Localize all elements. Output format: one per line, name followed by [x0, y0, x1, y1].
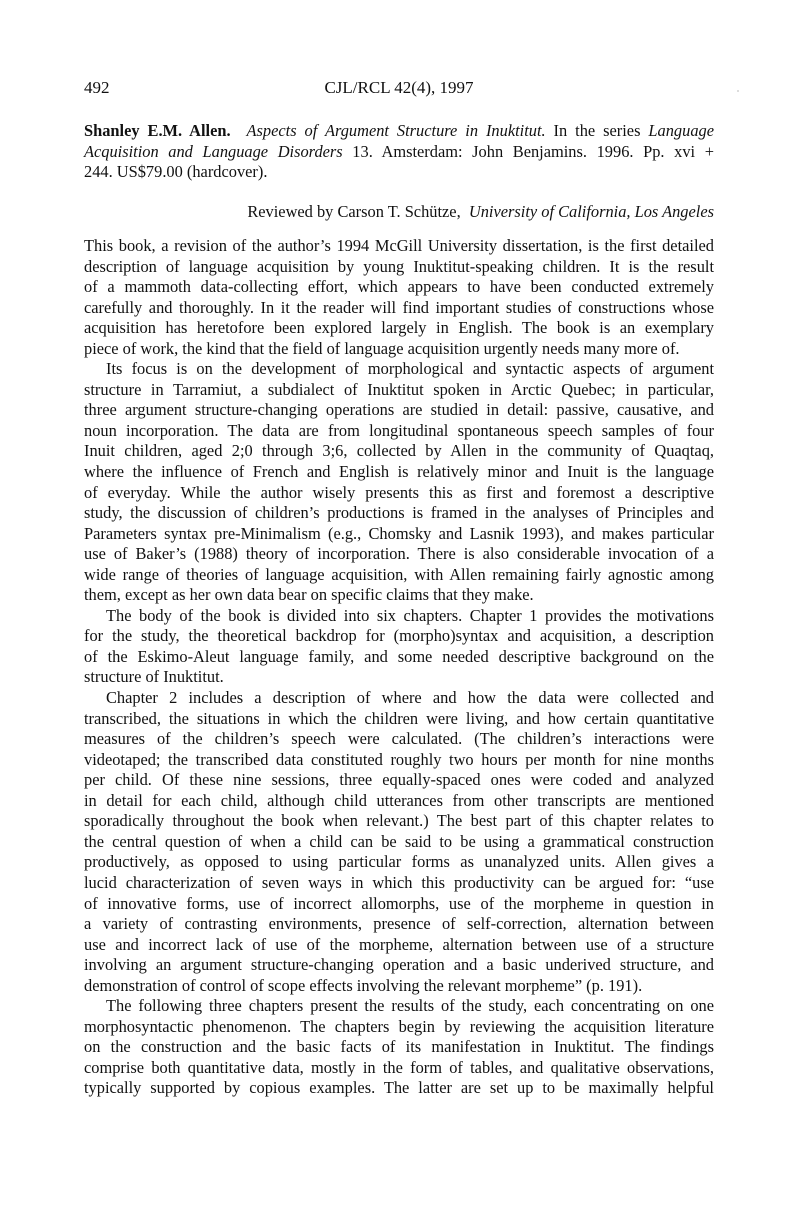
body-line: videotaped; the transcribed data constituted roughly two hours per month for nine months [84, 749, 714, 769]
citation-line-2 [84, 142, 714, 163]
body-line: the central question of when a child can be said to be using a grammatical construction [84, 831, 714, 851]
body-line: description of language acquisition by young Inuktitut-speaking children. It is the result [84, 256, 714, 276]
book-citation [84, 121, 714, 183]
body-line: for the study, the theoretical backdrop for (morpho)syntax and acquisition, a description [84, 626, 714, 646]
body-line: Inuit children, aged 2;0 through 3;6, collected by Allen in the community of Quaqtaq, [84, 441, 714, 461]
body-line: sporadically throughout the book when relevant.) The best part of this chapter relates to [84, 811, 714, 831]
body-line: of innovative forms, use of incorrect allomorphs, use of the morpheme in question in [84, 893, 714, 913]
reviewer-line [247, 202, 714, 222]
citation-line-1: Shanley E.M. Allen. Aspects of Argument Structure in Inuktitut. In the series Language [84, 121, 714, 140]
citation-line-3: 244. US$79.00 (hardcover). [84, 162, 268, 182]
book-author: Shanley E.M. Allen. [84, 121, 231, 140]
body-line: of the Eskimo-Aleut language family, and some needed descriptive background on the [84, 646, 714, 666]
body-line: in detail for each child, although child utterances from other transcripts are mentioned [84, 790, 714, 810]
body-line: The body of the book is divided into six chapters. Chapter 1 provides the motivations [106, 605, 714, 625]
running-head: CJL/RCL 42(4), 1997 [324, 78, 474, 97]
body-line: typically supported by copious examples. The latter are set up to be maximally helpful [84, 1078, 714, 1098]
body-line: where the influence of French and English is relatively minor and Inuit is the language [84, 462, 714, 482]
page-number: 492 [84, 78, 110, 97]
body-line: use of Baker’s (1988) theory of incorporation. There is also considerable invocation of a [84, 544, 714, 564]
scan-speck [737, 90, 739, 92]
body-line: on the construction and the basic facts of its manifestation in Inuktitut. The findings [84, 1037, 714, 1057]
publication-details: 13. Amsterdam: John Benjamins. 1996. Pp. xvi + [342, 141, 714, 161]
body-line: productively, as opposed to using particular forms as unanalyzed units. Allen gives a [84, 852, 714, 872]
body-line: involving an argument structure-changing operation and a basic underived structure, and [84, 955, 714, 975]
body-line: noun incorporation. The data are from longitudinal spontaneous speech samples of four [84, 420, 714, 440]
body-line: Its focus is on the development of morphological and syntactic aspects of argument [106, 359, 714, 379]
body-line: three argument structure-changing operations are studied in detail: passive, causative, and [84, 400, 714, 420]
series-title-part-2: Acquisition and Language Disorders [84, 141, 343, 161]
reviewer-affiliation: University of California, Los Angeles [468, 202, 714, 221]
body-line: carefully and thoroughly. In it the reader will find important studies of constructions whose [84, 297, 714, 317]
body-line: morphosyntactic phenomenon. The chapters begin by reviewing the acquisition literature [84, 1016, 714, 1036]
body-line: This book, a revision of the author’s 1994 McGill University dissertation, is the first detailed [84, 236, 714, 255]
body-line: piece of work, the kind that the field of language acquisition urgently needs many more of. [84, 338, 680, 358]
body-line: lucid characterization of seven ways in which this productivity can be argued for: “use [84, 872, 714, 892]
reviewer-name: Reviewed by Carson T. Schütze, [247, 202, 461, 221]
page-header [84, 78, 714, 100]
body-line: measures of the children’s speech were calculated. (The children’s interactions were [84, 729, 714, 749]
body-line: Parameters syntax pre-Minimalism (e.g., Chomsky and Lasnik 1993), and makes particular [84, 523, 714, 543]
body-line: per child. Of these nine sessions, three equally-spaced ones were coded and analyzed [84, 770, 714, 790]
body-line: Chapter 2 includes a description of where and how the data were collected and [106, 688, 714, 708]
body-line: wide range of theories of language acquisition, with Allen remaining fairly agnostic among [84, 564, 714, 584]
body-line: transcribed, the situations in which the children were living, and how certain quantitative [84, 708, 714, 728]
body-line: The following three chapters present the results of the study, each concentrating on one [106, 996, 714, 1016]
body-line: a variety of contrasting environments, presence of self-correction, alternation between [84, 914, 714, 934]
body-line: structure in Tarramiut, a subdialect of Inuktitut spoken in Arctic Quebec; in particular, [84, 379, 714, 399]
body-line: demonstration of control of scope effects involving the relevant morpheme” (p. 191). [84, 975, 643, 995]
body-line: of a mammoth data-collecting effort, which appears to have been conducted extremely [84, 277, 714, 297]
body-line: structure of Inuktitut. [84, 667, 224, 687]
body-line: of everyday. While the author wisely presents this as first and foremost a descriptive [84, 482, 714, 502]
review-body [84, 236, 714, 1099]
series-title-part-1: Language [648, 121, 714, 140]
book-title: Aspects of Argument Structure in Inuktitut. [246, 121, 546, 140]
body-line: acquisition has heretofore been explored largely in English. The book is an exemplary [84, 318, 714, 338]
body-line: use and incorrect lack of use of the morpheme, alternation between use of a structure [84, 934, 714, 954]
body-line: study, the discussion of children’s productions is framed in the analyses of Principles and [84, 503, 714, 523]
body-line: comprise both quantitative data, mostly in the form of tables, and qualitative observations, [84, 1057, 714, 1077]
body-line: them, except as her own data bear on specific claims that they make. [84, 585, 534, 605]
